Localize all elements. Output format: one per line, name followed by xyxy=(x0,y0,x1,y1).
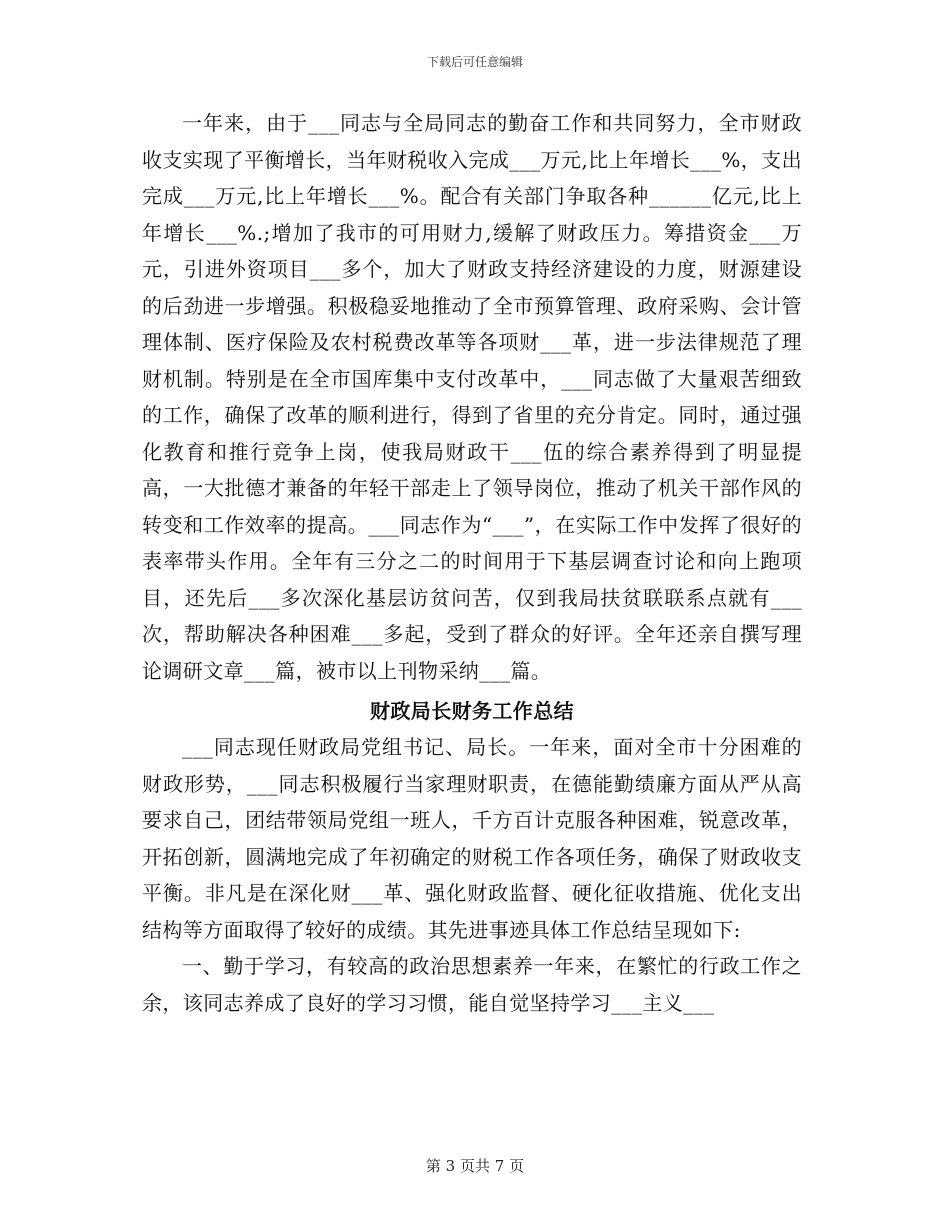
paragraph-2: ___同志现任财政局党组书记、局长。一年来，面对全市十分困难的财政形势，___同志积极履行当家理财职责，在德能勤绩廉方面从严从高要求自己，团结带领局党组一班人，千方百计克服各种困难，锐意改革，开拓创新，圆满地完成了年初确定的财税工作各项任务，确保了财政收支平衡。非凡是在深化财___革、强化财政监督、硬化征收措施、优化支出结构等方面取得了较好的成绩。其先进事迹具体工作总结呈现如下: xyxy=(142,735,802,942)
page-footer: 第 3 页共 7 页 xyxy=(425,1157,525,1175)
page-header: 下载后可任意编辑 xyxy=(426,55,523,69)
section-title: 财政局长财务工作总结 xyxy=(370,699,574,723)
paragraph-1: 一年来，由于___同志与全局同志的勤奋工作和共同努力，全市财政收支实现了平衡增长，当年财税收入完成___万元,比上年增长___%，支出完成___万元,比上年增长___%。配合有关部门争取各种______亿元,比上年增长___%.;增加了我市的可用财力,缓解了财政压力。筹措资金___万元，引进外资项目___多个，加大了财政支持经济建设的力度，财源建设的后劲进一步增强。积极稳妥地推动了全市预算管理、政府采购、会计管理体制、医疗保险及农村税费改革等各项财___革，进一步法律规范了理财机制。特别是在全市国库集中支付改革中，___同志做了大量艰苦细致的工作，确保了改革的顺利进行，得到了省里的充分肯定。同时，通过强化教育和推行竞争上岗，使我局财政干___伍的综合素养得到了明显提高，一大批德才兼备的年轻干部走上了领导岗位，推动了机关干部作风的转变和工作效率的提高。___同志作为“___”，在实际工作中发挥了很好的表率带头作用。全年有三分之二的时间用于下基层调查讨论和向上跑项目，还先后___多次深化基层访贫问苦，仅到我局扶贫联联系点就有___次，帮助解决各种困难___多起，受到了群众的好评。全年还亲自撰写理论调研文章___篇，被市以上刊物采纳___篇。 xyxy=(142,111,802,683)
document-body xyxy=(142,105,802,1021)
paragraph-3: 一、勤于学习，有较高的政治思想素养一年来，在繁忙的行政工作之余，该同志养成了良好的学习习惯，能自觉坚持学习___主义___ xyxy=(142,954,802,1015)
